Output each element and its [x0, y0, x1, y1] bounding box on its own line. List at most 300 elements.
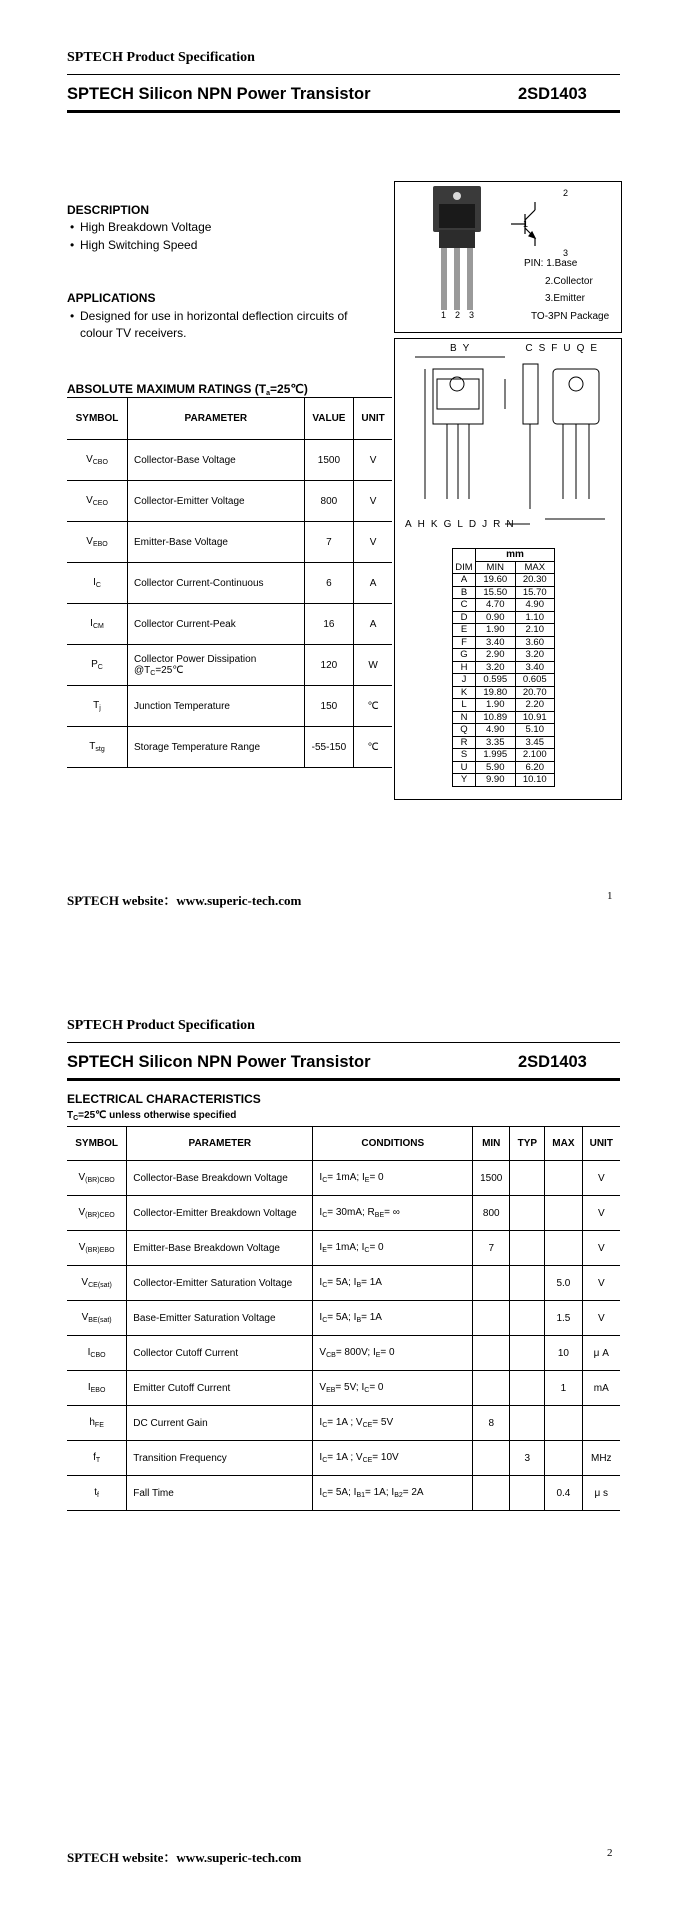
cond-part: = 5A; I [327, 1487, 357, 1498]
conditions-cell [313, 1441, 473, 1476]
doc-title: SPTECH Silicon NPN Power Transistor [67, 1053, 371, 1071]
schematic-pin-label: 3 [563, 248, 569, 258]
cond-part: = 1mA; I [327, 1172, 365, 1183]
transistor-photo-icon [395, 182, 621, 332]
dim-letter: S [453, 749, 476, 762]
param-part: @T [134, 664, 151, 676]
dim-min: 19.60 [476, 574, 516, 587]
description-bullet: • High Breakdown Voltage [70, 220, 212, 234]
schematic-pin-label: 2 [563, 188, 569, 198]
conditions-cell [313, 1231, 473, 1266]
symbol-subscript: CM [92, 623, 104, 630]
symbol-cell [67, 1441, 127, 1476]
symbol-subscript: CBO [90, 1352, 106, 1359]
symbol-letter: h [89, 1417, 95, 1428]
unit-cell: μ A [582, 1336, 620, 1371]
max-cell: 1.5 [545, 1301, 582, 1336]
parameter-cell [128, 604, 305, 645]
table-row [67, 481, 392, 522]
package-name: TO-3PN Package [531, 311, 610, 322]
symbol-subscript: C [97, 664, 103, 671]
typ-cell [510, 1231, 545, 1266]
table-row [67, 1161, 620, 1196]
dim-min: 0.90 [476, 611, 516, 624]
table-row [67, 1231, 620, 1266]
unit-cell: ℃ [354, 727, 392, 768]
typ-cell [510, 1266, 545, 1301]
typ-cell [510, 1406, 545, 1441]
min-cell [473, 1476, 510, 1511]
applications-title: APPLICATIONS [67, 291, 156, 305]
col-header: SYMBOL [67, 398, 128, 440]
parameter-text: Collector-Emitter Voltage [134, 495, 245, 507]
header-rule [67, 74, 620, 75]
conditions-cell [313, 1406, 473, 1441]
symbol-letter: V [86, 536, 93, 547]
dim-letter: K [453, 686, 476, 699]
dim-max: 20.70 [515, 686, 555, 699]
symbol-letter: V [81, 1277, 89, 1288]
cond-sub: C [322, 1282, 328, 1289]
table-row [67, 1336, 620, 1371]
symbol-subscript: CEO [92, 500, 108, 507]
parameter-cell: Fall Time [127, 1476, 313, 1511]
table-row [67, 686, 392, 727]
parameter-cell: Collector Cutoff Current [127, 1336, 313, 1371]
unit-cell: μ s [582, 1476, 620, 1511]
cond-part: I [319, 1207, 323, 1218]
table-row [67, 1406, 620, 1441]
symbol-subscript: (BR)CBO [85, 1177, 115, 1184]
cond-part: = 0 [380, 1347, 395, 1358]
symbol-cell [67, 1301, 127, 1336]
min-cell [473, 1266, 510, 1301]
table-row [67, 1371, 620, 1406]
parameter-cell [128, 727, 305, 768]
cond-sub: C [322, 1177, 328, 1184]
typ-cell [510, 1196, 545, 1231]
dim-min: 4.90 [476, 724, 516, 737]
page-number: 1 [607, 890, 613, 902]
max-cell: 5.0 [545, 1266, 582, 1301]
symbol-subscript: CE(sat) [88, 1282, 112, 1289]
page-number: 2 [607, 1847, 613, 1859]
col-header: CONDITIONS [313, 1127, 473, 1161]
cond-sub: C [364, 1247, 370, 1254]
unit-cell [582, 1406, 620, 1441]
unit-cell: V [582, 1161, 620, 1196]
value-cell: 120 [304, 645, 353, 686]
dim-letter: U [453, 761, 476, 774]
unit-cell: V [582, 1196, 620, 1231]
dim-min: 10.89 [476, 711, 516, 724]
dim-header: MAX [515, 561, 555, 574]
max-cell: 10 [545, 1336, 582, 1371]
part-number: 2SD1403 [518, 1053, 587, 1071]
typ-cell [510, 1301, 545, 1336]
value-cell: 150 [304, 686, 353, 727]
parameter-text: Collector Current-Peak [134, 618, 236, 630]
conditions-cell [313, 1301, 473, 1336]
elec-title: ELECTRICAL CHARACTERISTICS [67, 1092, 261, 1106]
symbol-letter: I [87, 1347, 91, 1358]
symbol-cell [67, 686, 128, 727]
value-cell: 1500 [304, 440, 353, 481]
conditions-cell [313, 1266, 473, 1301]
header-rule [67, 1042, 620, 1043]
dim-row [453, 674, 555, 687]
symbol-cell [67, 1476, 127, 1511]
symbol-letter: I [87, 1382, 91, 1393]
symbol-subscript: f [97, 1492, 99, 1499]
unit-cell: mA [582, 1371, 620, 1406]
doc-title: SPTECH Silicon NPN Power Transistor [67, 85, 371, 103]
dim-row [453, 774, 555, 787]
unit-cell: A [354, 563, 392, 604]
symbol-cell [67, 1196, 127, 1231]
symbol-subscript: BE(sat) [88, 1317, 112, 1324]
elec-table [67, 1126, 620, 1511]
table-row [67, 563, 392, 604]
description-title: DESCRIPTION [67, 203, 150, 217]
dim-letter: B [453, 586, 476, 599]
cond-part: = 0 [369, 1172, 384, 1183]
pin-numbers: 123 [441, 310, 484, 320]
unit-cell: V [582, 1301, 620, 1336]
parameter-cell: Collector-Emitter Saturation Voltage [127, 1266, 313, 1301]
min-cell: 8 [473, 1406, 510, 1441]
dim-letter: J [453, 674, 476, 687]
col-header: MIN [473, 1127, 510, 1161]
cond-sub: EB [326, 1387, 336, 1394]
dim-min: 3.40 [476, 636, 516, 649]
symbol-cell [67, 1231, 127, 1266]
symbol-letter: T [93, 700, 100, 711]
col-header: VALUE [304, 398, 353, 440]
cond-sub: C [364, 1387, 370, 1394]
cond-part: = 2A [402, 1487, 424, 1498]
cond-part: = 1A ; V [327, 1452, 363, 1463]
value-cell: 16 [304, 604, 353, 645]
pin-info-base: PIN: 1.Base [524, 258, 578, 269]
symbol-letter: f [93, 1452, 96, 1463]
table-row [67, 1301, 620, 1336]
cond-part: = 1A ; V [327, 1417, 363, 1428]
cond-sub: C [322, 1212, 328, 1219]
table-row [67, 440, 392, 481]
dim-letter: N [453, 711, 476, 724]
parameter-text: Junction Temperature [134, 700, 230, 712]
symbol-cell [67, 645, 128, 686]
unit-cell: W [354, 645, 392, 686]
symbol-letter: I [90, 618, 93, 629]
package-outline-drawing [395, 339, 621, 544]
parameter-cell: Base-Emitter Saturation Voltage [127, 1301, 313, 1336]
dim-max: 10.91 [515, 711, 555, 724]
cond-part: I [319, 1487, 323, 1498]
unit-cell: A [354, 604, 392, 645]
cond-sub: B [356, 1317, 362, 1324]
cond-sub: E [322, 1247, 327, 1254]
col-header: SYMBOL [67, 1127, 127, 1161]
dim-row [453, 661, 555, 674]
dim-max: 2.10 [515, 624, 555, 637]
table-row [67, 1196, 620, 1231]
symbol-subscript: (BR)EBO [85, 1247, 115, 1254]
symbol-subscript: C [95, 582, 101, 589]
title-rule [67, 1078, 620, 1081]
parameter-text: Collector Current-Continuous [134, 577, 264, 589]
cond-part: = ∞ [384, 1207, 400, 1218]
drawing-labels: A H K G L D J R N [405, 519, 514, 530]
parameter-cell [128, 440, 305, 481]
cond-part: = 1mA; I [326, 1242, 365, 1253]
max-cell [545, 1196, 582, 1231]
dim-min: 2.90 [476, 649, 516, 662]
table-row [67, 1266, 620, 1301]
dim-max: 1.10 [515, 611, 555, 624]
cond-sub: CE [362, 1422, 373, 1429]
symbol-letter: V [81, 1312, 89, 1323]
table-row [67, 1476, 620, 1511]
dim-row [453, 761, 555, 774]
max-cell [545, 1406, 582, 1441]
dim-row [453, 699, 555, 712]
parameter-cell: Transition Frequency [127, 1441, 313, 1476]
dim-max: 6.20 [515, 761, 555, 774]
cond-sub: E [364, 1177, 370, 1184]
dim-min: 1.90 [476, 699, 516, 712]
dimension-table [452, 548, 555, 787]
conditions-cell [313, 1196, 473, 1231]
cond-sub: B1 [356, 1492, 365, 1499]
symbol-subscript: stg [95, 746, 105, 753]
drawing-labels: B Y C S F U Q E [450, 343, 598, 354]
pin-info-emitter: 3.Emitter [545, 293, 586, 304]
dim-min: 19.80 [476, 686, 516, 699]
symbol-subscript: j [99, 705, 101, 712]
abs-max-title: ABSOLUTE MAXIMUM RATINGS $(T_a=25℃)$ [67, 382, 308, 397]
applications-bullet: • Designed for use in horizontal deflection circuits of colour TV receivers. [70, 309, 348, 340]
conditions-cell [313, 1371, 473, 1406]
spec-title: SPTECH Product Specification [67, 1018, 255, 1033]
dim-row [453, 749, 555, 762]
dim-min: 9.90 [476, 774, 516, 787]
symbol-letter: V [78, 1207, 86, 1218]
dim-max: 3.20 [515, 649, 555, 662]
symbol-subscript: T [95, 1457, 101, 1464]
cond-part: = 30mA; R [327, 1207, 375, 1218]
min-cell [473, 1301, 510, 1336]
cond-sub: C [322, 1457, 328, 1464]
min-cell: 7 [473, 1231, 510, 1266]
symbol-letter: T [89, 741, 96, 752]
typ-cell [510, 1161, 545, 1196]
param-sub: C [150, 669, 156, 677]
symbol-cell [67, 1371, 127, 1406]
dim-min: 1.90 [476, 624, 516, 637]
dim-max: 3.45 [515, 736, 555, 749]
table-row [67, 727, 392, 768]
dim-letter: R [453, 736, 476, 749]
dim-max: 0.605 [515, 674, 555, 687]
parameter-cell: Collector-Base Breakdown Voltage [127, 1161, 313, 1196]
title-rule [67, 110, 620, 113]
parameter-cell [128, 563, 305, 604]
dim-letter: L [453, 699, 476, 712]
min-cell [473, 1371, 510, 1406]
parameter-text: Collector-Base Voltage [134, 454, 236, 466]
cond-part: V [319, 1347, 327, 1358]
dim-letter: H [453, 661, 476, 674]
symbol-cell [67, 1161, 127, 1196]
dim-row [453, 711, 555, 724]
max-cell [545, 1231, 582, 1266]
dim-letter: D [453, 611, 476, 624]
dim-max: 10.10 [515, 774, 555, 787]
cond-part: I [319, 1452, 323, 1463]
cond-part: I [319, 1242, 323, 1253]
symbol-letter: V [86, 454, 93, 465]
symbol-subscript: FE [94, 1422, 104, 1429]
package-photo-box [394, 181, 622, 333]
table-row [67, 604, 392, 645]
cond-part: = 5A; I [327, 1312, 357, 1323]
dim-min: 1.995 [476, 749, 516, 762]
cond-sub: BE [374, 1212, 385, 1219]
min-cell [473, 1441, 510, 1476]
footer-website: SPTECH website：www.superic-tech.com [67, 893, 302, 908]
unit-cell: V [354, 440, 392, 481]
schematic-pin-label: 1 [523, 219, 529, 229]
col-header: PARAMETER [127, 1127, 313, 1161]
table-row [67, 1441, 620, 1476]
typ-cell [510, 1371, 545, 1406]
dim-header: DIM [453, 549, 476, 574]
dim-unit: mm [476, 549, 555, 562]
value-cell: 800 [304, 481, 353, 522]
dim-letter: Y [453, 774, 476, 787]
typ-cell [510, 1336, 545, 1371]
dim-row [453, 636, 555, 649]
dim-letter: F [453, 636, 476, 649]
parameter-cell [128, 686, 305, 727]
parameter-cell [128, 645, 305, 686]
symbol-subscript: EBO [92, 541, 108, 548]
col-header: UNIT [354, 398, 392, 440]
cond-part: = 0 [369, 1382, 384, 1393]
dim-row [453, 686, 555, 699]
dim-max: 4.90 [515, 599, 555, 612]
table-row [67, 522, 392, 563]
unit-cell: MHz [582, 1441, 620, 1476]
cond-part: = 5V; I [335, 1382, 365, 1393]
unit-cell: ℃ [354, 686, 392, 727]
cond-part: I [319, 1172, 323, 1183]
parameter-cell [128, 481, 305, 522]
conditions-cell [313, 1161, 473, 1196]
parameter-cell: Emitter-Base Breakdown Voltage [127, 1231, 313, 1266]
symbol-letter: I [93, 577, 96, 588]
max-cell [545, 1161, 582, 1196]
description-bullet: • High Switching Speed [70, 238, 198, 252]
unit-cell: V [354, 522, 392, 563]
min-cell: 800 [473, 1196, 510, 1231]
symbol-cell [67, 1406, 127, 1441]
symbol-cell [67, 1266, 127, 1301]
dim-letter: E [453, 624, 476, 637]
cond-part: = 1A [361, 1312, 382, 1323]
conditions-cell [313, 1336, 473, 1371]
symbol-letter: V [78, 1172, 86, 1183]
pin-info-collector: 2.Collector [545, 276, 593, 287]
cond-sub: B2 [394, 1492, 403, 1499]
max-cell: 0.4 [545, 1476, 582, 1511]
cond-part: = 10V [372, 1452, 399, 1463]
symbol-letter: V [78, 1242, 86, 1253]
dim-letter: C [453, 599, 476, 612]
dim-letter: Q [453, 724, 476, 737]
dim-row [453, 574, 555, 587]
value-cell: -55-150 [304, 727, 353, 768]
symbol-cell [67, 1336, 127, 1371]
dim-min: 15.50 [476, 586, 516, 599]
symbol-subscript: EBO [90, 1387, 106, 1394]
dim-min: 0.595 [476, 674, 516, 687]
cond-part: = 5V [372, 1417, 394, 1428]
parameter-text: Emitter-Base Voltage [134, 536, 228, 548]
table-row [67, 645, 392, 686]
cond-sub: B [356, 1282, 362, 1289]
symbol-cell [67, 481, 128, 522]
unit-cell: V [582, 1231, 620, 1266]
dim-min: 3.20 [476, 661, 516, 674]
typ-cell: 3 [510, 1441, 545, 1476]
cond-sub: E [375, 1352, 381, 1359]
value-cell: 7 [304, 522, 353, 563]
dim-letter: A [453, 574, 476, 587]
dim-row [453, 611, 555, 624]
cond-part: = 5A; I [327, 1277, 357, 1288]
symbol-subscript: (BR)CEO [85, 1212, 115, 1219]
dim-max: 5.10 [515, 724, 555, 737]
min-cell: 1500 [473, 1161, 510, 1196]
parameter-cell: Emitter Cutoff Current [127, 1371, 313, 1406]
parameter-cell [128, 522, 305, 563]
symbol-cell [67, 727, 128, 768]
parameter-text: Collector Power Dissipation [134, 653, 257, 665]
cond-sub: C [322, 1317, 328, 1324]
dim-row [453, 736, 555, 749]
symbol-letter: V [86, 495, 93, 506]
dim-max: 20.30 [515, 574, 555, 587]
symbol-cell [67, 563, 128, 604]
cond-sub: C [322, 1492, 328, 1499]
dim-max: 15.70 [515, 586, 555, 599]
col-header: PARAMETER [128, 398, 305, 440]
symbol-letter: P [91, 659, 98, 670]
part-number: 2SD1403 [518, 85, 587, 103]
symbol-cell [67, 604, 128, 645]
param-part: =25℃ [155, 664, 184, 676]
min-cell [473, 1336, 510, 1371]
cond-part: = 1A; I [365, 1487, 395, 1498]
dim-min: 5.90 [476, 761, 516, 774]
unit-cell: V [354, 481, 392, 522]
max-cell [545, 1441, 582, 1476]
footer-website: SPTECH website：www.superic-tech.com [67, 1850, 302, 1865]
spec-title: SPTECH Product Specification [67, 50, 255, 65]
